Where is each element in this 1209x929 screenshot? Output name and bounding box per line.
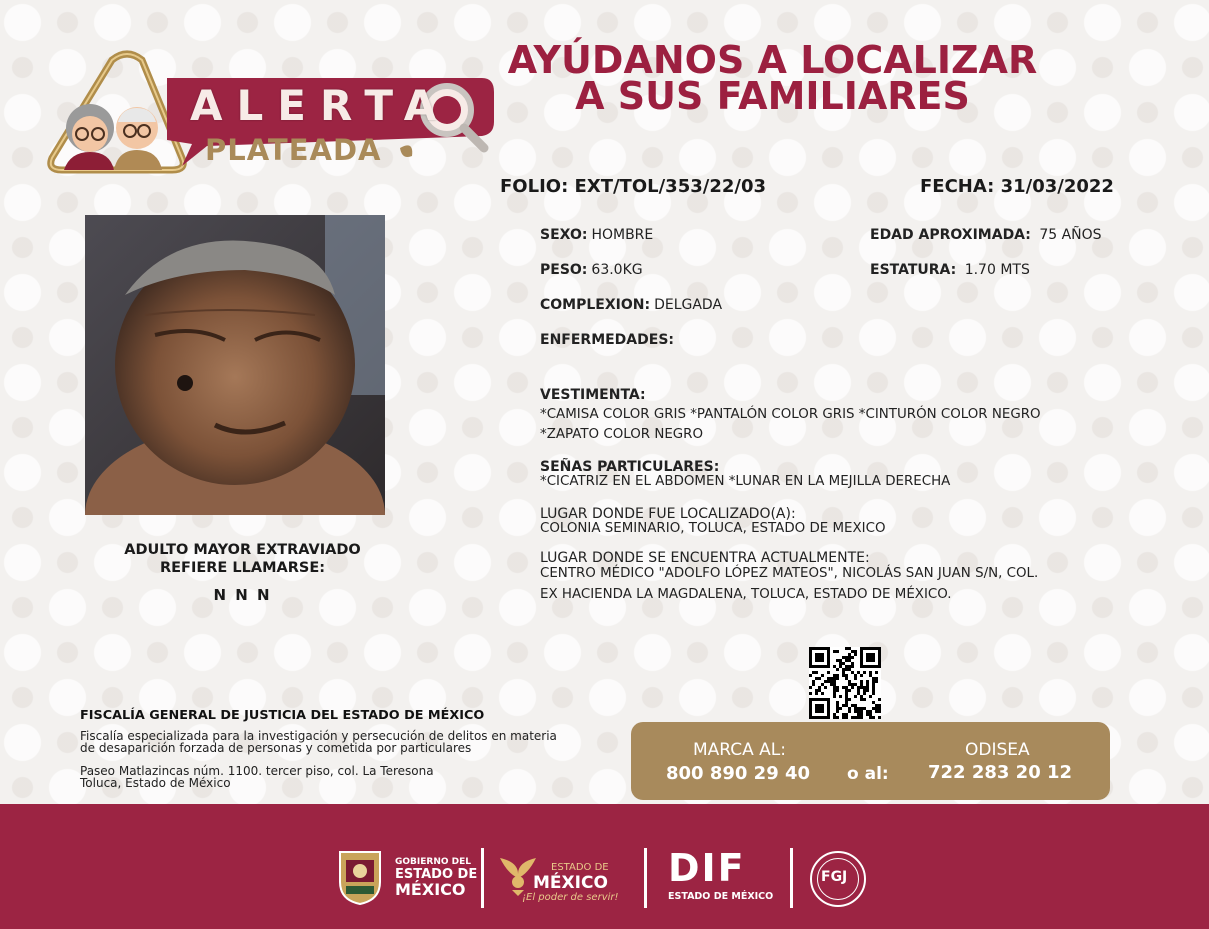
marca-label: MARCA AL: (693, 740, 786, 760)
edo-line-2: MÉXICO (533, 873, 608, 893)
gob-line-3: MÉXICO (395, 880, 466, 899)
qr-code[interactable] (809, 647, 881, 719)
fgj-seal-text: FGJ (821, 869, 848, 885)
edo-line-3: ¡El poder de servir! (522, 892, 619, 903)
gob-line-1: GOBIERNO DEL (395, 857, 471, 867)
fgj-address-1: Paseo Matlazincas núm. 1100. tercer piso, col. La Teresona (80, 764, 434, 778)
gobierno-shield-icon (334, 846, 386, 906)
or-label: o al: (847, 764, 889, 784)
field-estatura (870, 262, 1030, 278)
field-edad (870, 227, 1102, 243)
field-label: ENFERMEDADES: (540, 332, 675, 348)
field-value: HOMBRE (591, 227, 654, 243)
caption-line-1: ADULTO MAYOR EXTRAVIADO (124, 542, 361, 558)
edo-line-1: ESTADO DE (551, 862, 609, 873)
person-name: N N N (213, 586, 272, 604)
folio: FOLIO: EXT/TOL/353/22/03 (500, 176, 767, 197)
vestimenta-label: VESTIMENTA: (540, 387, 646, 403)
localizado-line-1: COLONIA SEMINARIO, TOLUCA, ESTADO DE MEXICO (540, 521, 886, 536)
odisea-label: ODISEA (965, 740, 1030, 760)
headline (480, 38, 1065, 118)
logo-subtitle: PLATEADA (205, 133, 382, 167)
field-label: ESTATURA: (870, 262, 957, 278)
actual-label: LUGAR DONDE SE ENCUENTRA ACTUALMENTE: (540, 550, 870, 566)
headline-line-1: AYÚDANOS A LOCALIZAR (507, 38, 1038, 82)
contact-box (631, 722, 1110, 800)
logo-word: ALERTA (190, 81, 451, 130)
field-value: 1.70 MTS (964, 262, 1030, 278)
fgj-seal (810, 851, 866, 907)
fgj-desc-2: de desaparición forzada de personas y cometida por particulares (80, 741, 472, 755)
actual-line-2: EX HACIENDA LA MAGDALENA, TOLUCA, ESTADO DE MÉXICO. (540, 587, 952, 602)
field-label: EDAD APROXIMADA: (870, 227, 1031, 243)
fgj-address-2: Toluca, Estado de México (80, 776, 231, 790)
odisea-number[interactable]: 722 283 20 12 (928, 762, 1073, 783)
localizado-label: LUGAR DONDE FUE LOCALIZADO(A): (540, 506, 796, 522)
vestimenta-line-2: *ZAPATO COLOR NEGRO (540, 427, 704, 442)
field-enfermedades (540, 332, 678, 348)
vestimenta-line-1: *CAMISA COLOR GRIS *PANTALÓN COLOR GRIS *CINTURÓN COLOR NEGRO (540, 407, 1041, 422)
field-label: COMPLEXION: (540, 297, 651, 313)
field-label: PESO: (540, 262, 588, 278)
divider (644, 848, 647, 908)
field-value: DELGADA (654, 297, 723, 313)
caption-line-2: REFIERE LLAMARSE: (159, 560, 326, 576)
field-label: SEXO: (540, 227, 588, 243)
field-sexo (540, 227, 653, 243)
fecha: FECHA: 31/03/2022 (920, 176, 1114, 197)
field-complexion (540, 297, 722, 313)
dif-logo: DIF (668, 846, 746, 890)
divider (481, 848, 484, 908)
headline-line-2: A SUS FAMILIARES (575, 74, 970, 118)
senas-label: SEÑAS PARTICULARES: (540, 459, 720, 475)
dif-subtitle: ESTADO DE MÉXICO (668, 891, 774, 902)
gob-line-2: ESTADO DE (395, 867, 478, 882)
divider (790, 848, 793, 908)
estado-figure-icon (498, 852, 538, 896)
fgj-title: FISCALÍA GENERAL DE JUSTICIA DEL ESTADO DE MÉXICO (80, 708, 485, 723)
field-peso (540, 262, 643, 278)
actual-line-1: CENTRO MÉDICO "ADOLFO LÓPEZ MATEOS", NICOLÁS SAN JUAN S/N, COL. (540, 566, 1039, 581)
field-value: 63.0KG (591, 262, 643, 278)
senas-line-1: *CICATRIZ EN EL ABDOMEN *LUNAR EN LA MEJILLA DERECHA (540, 474, 951, 489)
field-value: 75 AÑOS (1039, 227, 1102, 243)
person-photo (85, 215, 385, 515)
fgj-desc-1: Fiscalía especializada para la investigación y persecución de delitos en materia (80, 729, 557, 743)
marca-number[interactable]: 800 890 29 40 (666, 763, 811, 784)
